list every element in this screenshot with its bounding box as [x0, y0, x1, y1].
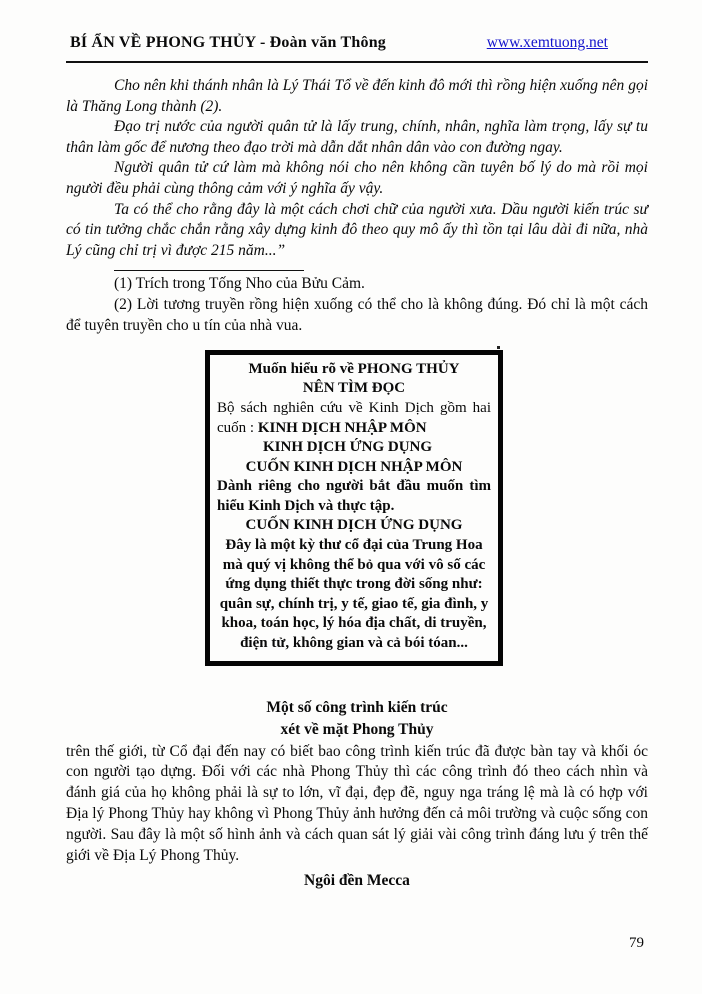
book-ad-box: [205, 350, 503, 666]
ad-subtitle: NÊN TÌM ĐỌC: [302, 380, 406, 397]
quoted-passage: [66, 76, 648, 261]
ink-dot: [497, 346, 500, 349]
footnote: (2) Lời tương truyền rồng hiện xuống có thể cho là không đúng. Đó chỉ là một cách để tuyên truyền cho u tín của nhà vua.: [66, 296, 648, 334]
site-link[interactable]: www.xemtuong.net: [486, 34, 608, 51]
footnotes: [66, 274, 648, 336]
ad-section1-text: Dành riêng cho người bắt đầu muốn tìm hiểu Kinh Dịch và thực tập.: [217, 478, 491, 514]
subsection-heading-mecca: Ngôi đền Mecca: [304, 872, 410, 890]
ad-title: Muốn hiểu rõ về PHONG THỦY: [248, 360, 460, 377]
ad-section2-text: Đây là một kỳ thư cổ đại của Trung Hoa mà quý vị không thể bỏ qua với vô số các ứng dụng thiết thực trong đời sống như: quân sự, chính trị, y tế, giao tế, gia đình, y khoa, toán học, lý hóa địa chất, di truyền, điện tử, không gian và cả bói tóan...: [219, 537, 489, 652]
book-title: BÍ ẨN VỀ PHONG THỦY - Đoàn văn Thông: [70, 34, 387, 51]
quote-paragraph: Người quân tử cứ làm mà không nói cho nên không cần tuyên bố lý do mà rồi mọi người đều phải cùng thông cảm với ý nghĩa ấy vậy.: [66, 159, 648, 197]
section-heading: [66, 697, 648, 741]
ad-section2-title: CUỐN KINH DỊCH ỨNG DỤNG: [245, 517, 463, 534]
ad-book1-title: KINH DỊCH NHẬP MÔN: [257, 419, 427, 436]
footnote-divider: [114, 270, 304, 271]
quote-paragraph: Cho nên khi thánh nhân là Lý Thái Tổ về đến kinh đô mới thì rồng hiện xuống nên gọi là Thăng Long thành (2).: [66, 77, 648, 115]
section-heading-line2: xét về mặt Phong Thủy: [280, 720, 434, 738]
ad-book2-title: KINH DỊCH ỨNG DỤNG: [263, 439, 433, 456]
quote-paragraph: Ta có thể cho rằng đây là một cách chơi chữ của người xưa. Dầu người kiến trúc sư có tin tưởng chắc chắn rằng xây dựng kinh đô theo quy mô ấy thì tồn tại lâu dài đi nữa, nhà Lý cũng chỉ trị vì được 215 năm...”: [66, 200, 648, 259]
ad-intro-text: Bộ sách nghiên cứu về Kinh Dịch gồm hai cuốn :: [217, 399, 491, 436]
page-header: [66, 34, 648, 52]
footnote: (1) Trích trong Tống Nho của Bửu Cảm.: [114, 275, 365, 293]
section-paragraph: trên thế giới, từ Cổ đại đến nay có biết bao công trình kiến trúc đã được bàn tay và khối óc con người tạo dựng. Đối với các nhà Phong Thủy thì các công trình đó theo cách nhìn và đánh giá của họ không phải là sự to lớn, vĩ đại, đẹp đẽ, nguy nga tráng lệ mà là có hợp với Địa lý Phong Thủy hay không vì Phong Thủy ảnh hưởng đến cả môi trường và cuộc sống con người. Sau đây là một số hình ảnh và cách quan sát lý giải vài công trình đáng lưu ý trên thế giới về Địa Lý Phong Thủy.: [66, 742, 648, 864]
quote-paragraph: Đạo trị nước của người quân tử là lấy trung, chính, nhân, nghĩa làm trọng, lấy sự tu thân làm gốc để nương theo đạo trời mà dẫn dắt nhân dân vào con đường ngay.: [66, 118, 648, 156]
page-number: 79: [629, 935, 644, 951]
ad-intro: [217, 399, 491, 438]
section-heading-line1: Một số công trình kiến trúc: [266, 698, 448, 716]
ad-section1-title: CUỐN KINH DỊCH NHẬP MÔN: [245, 458, 463, 475]
header-divider: [66, 61, 648, 63]
